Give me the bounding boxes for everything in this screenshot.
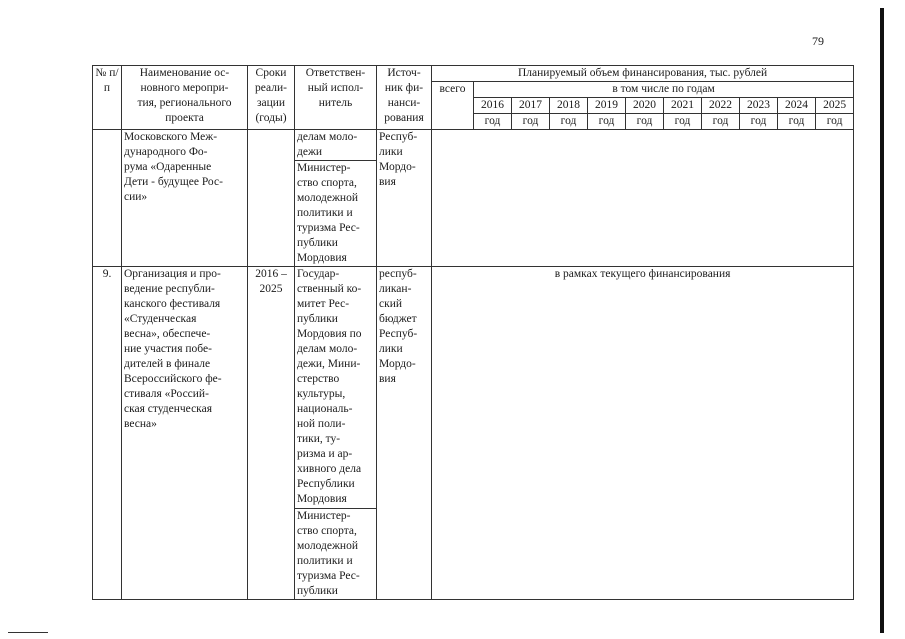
scan-edge-bar bbox=[880, 8, 884, 633]
scan-corner-mark bbox=[8, 632, 48, 633]
header-year-suffix: год bbox=[816, 114, 854, 130]
header-year-suffix: год bbox=[664, 114, 702, 130]
header-planned-financing: Планируемый объем финансирования, тыс. рублей bbox=[432, 66, 854, 82]
financing-table bbox=[92, 65, 854, 600]
header-year: 2025 bbox=[816, 98, 854, 114]
header-year: 2020 bbox=[626, 98, 664, 114]
responsible-block: делам моло- дежи bbox=[295, 130, 376, 161]
table-row bbox=[93, 130, 854, 267]
header-year: 2024 bbox=[778, 98, 816, 114]
implementation-terms: 2016 – 2025 bbox=[248, 267, 295, 600]
row-number: 9. bbox=[93, 267, 122, 600]
header-total: всего bbox=[432, 82, 474, 130]
header-by-years: в том числе по годам bbox=[474, 82, 854, 98]
header-year-suffix: год bbox=[550, 114, 588, 130]
implementation-terms bbox=[248, 130, 295, 267]
header-year: 2018 bbox=[550, 98, 588, 114]
event-name: Организация и про- ведение республи- канского фестиваля «Студенческая весна», обеспече- ние участия побе- дителей в финале Всероссийского фе- стиваля «Россий- ская студенческая весна» bbox=[122, 267, 248, 600]
header-name: Наименование ос- новного меропри- тия, регионального проекта bbox=[122, 66, 248, 130]
row-number bbox=[93, 130, 122, 267]
header-year-suffix: год bbox=[474, 114, 512, 130]
header-terms: Сроки реали- зации (годы) bbox=[248, 66, 295, 130]
header-num: № п/п bbox=[93, 66, 122, 130]
table-row bbox=[93, 267, 854, 600]
header-source: Источ- ник фи- нанси- рования bbox=[377, 66, 432, 130]
header-responsible: Ответствен- ный испол- нитель bbox=[295, 66, 377, 130]
financing-source: Респуб- лики Мордо- вия bbox=[377, 130, 432, 267]
responsible-block: Государ- ственный ко- митет Рес- публики Мордовия по делам моло- дежи, Мини- стерство культуры, националь- ной поли- тики, ту- ризма и ар- хивного дела Республики Мордовия bbox=[295, 267, 376, 509]
header-year: 2016 bbox=[474, 98, 512, 114]
page-number: 79 bbox=[812, 34, 824, 48]
header-year: 2023 bbox=[740, 98, 778, 114]
responsible-executors bbox=[295, 130, 377, 267]
header-year-suffix: год bbox=[626, 114, 664, 130]
header-year: 2021 bbox=[664, 98, 702, 114]
header-year-suffix: год bbox=[588, 114, 626, 130]
financing-amount bbox=[432, 130, 854, 267]
header-year: 2017 bbox=[512, 98, 550, 114]
header-year-suffix: год bbox=[740, 114, 778, 130]
header-year-suffix: год bbox=[512, 114, 550, 130]
header-year: 2022 bbox=[702, 98, 740, 114]
financing-source: респуб- ликан- ский бюджет Респуб- лики Мордо- вия bbox=[377, 267, 432, 600]
header-year: 2019 bbox=[588, 98, 626, 114]
header-year-suffix: год bbox=[702, 114, 740, 130]
header-year-suffix: год bbox=[778, 114, 816, 130]
responsible-block: Министер- ство спорта, молодежной политики и туризма Рес- публики bbox=[297, 510, 360, 597]
responsible-block: Министер- ство спорта, молодежной политики и туризма Рес- публики Мордовия bbox=[297, 162, 360, 264]
responsible-executors bbox=[295, 267, 377, 600]
event-name: Московского Меж- дународного Фо- рума «Одаренные Дети - будущее Рос- сии» bbox=[122, 130, 248, 267]
financing-amount: в рамках текущего финансирования bbox=[432, 267, 854, 600]
